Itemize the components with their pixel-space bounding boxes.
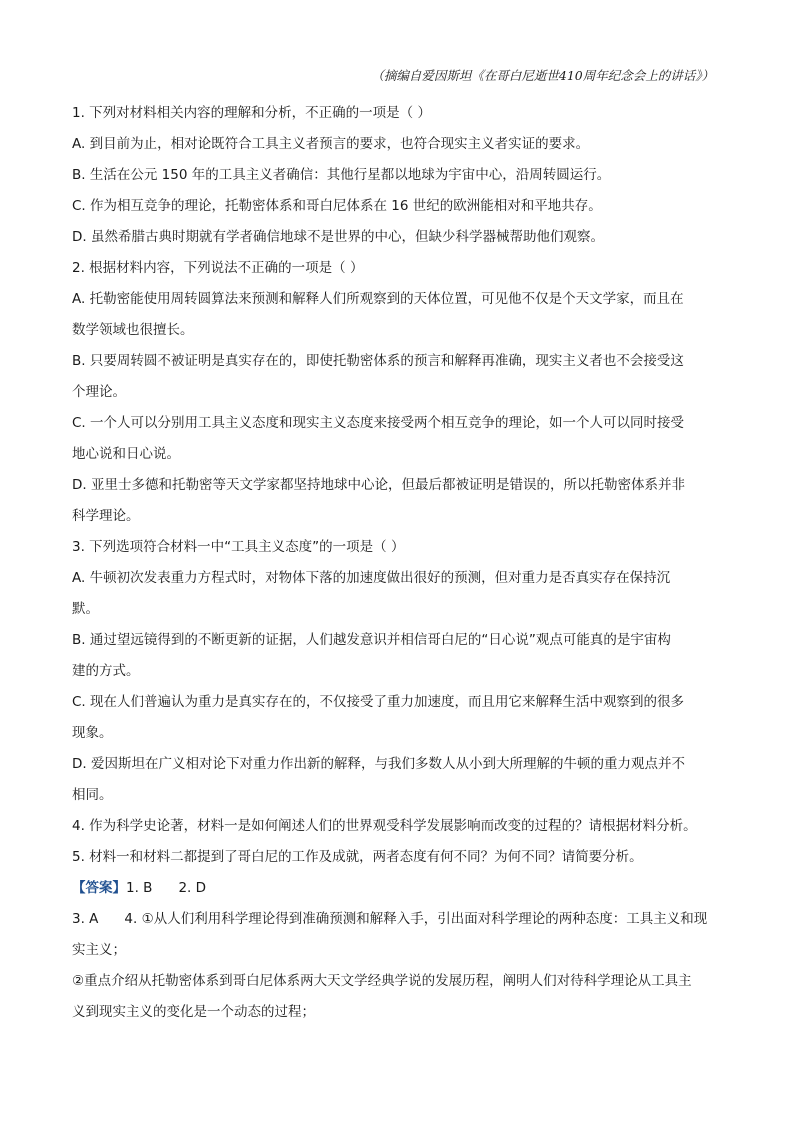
answer-3: 3. A — [72, 911, 99, 927]
question-3-stem: 3. 下列选项符合材料一中“工具主义态度”的一项是（ ） — [72, 539, 405, 555]
question-3-option-d-cont: 相同。 — [72, 787, 113, 803]
answer-4-cont-1: 实主义； — [72, 942, 126, 958]
question-3-option-b-cont: 建的方式。 — [72, 663, 140, 679]
question-3-option-b: B. 通过望远镜得到的不断更新的证据，人们越发意识并相信哥白尼的“日心说”观点可能真的是宇宙构 — [72, 632, 671, 648]
answer-tag: 【答案】 — [72, 880, 126, 896]
answer-line — [72, 873, 722, 904]
question-3-option-a-cont: 默。 — [72, 601, 99, 617]
answer-4-cont-2: ②重点介绍从托勒密体系到哥白尼体系两大天文学经典学说的发展历程，阐明人们对待科学理论从工具主 — [72, 973, 692, 989]
answer-2: 2. D — [178, 880, 207, 896]
question-2-stem: 2. 根据材料内容，下列说法不正确的一项是（ ） — [72, 260, 364, 276]
answer-3-4-line — [72, 904, 722, 935]
question-1-option-b: B. 生活在公元 150 年的工具主义者确信：其他行星都以地球为宇宙中心，沿周转圆运行。 — [72, 167, 611, 183]
question-3-option-a: A. 牛顿初次发表重力方程式时，对物体下落的加速度做出很好的预测，但对重力是否真实存在保持沉 — [72, 570, 671, 586]
question-1-option-c: C. 作为相互竞争的理论，托勒密体系和哥白尼体系在 16 世纪的欧洲能相对和平地共存。 — [72, 198, 602, 214]
question-2-option-c: C. 一个人可以分别用工具主义态度和现实主义态度来接受两个相互竞争的理论，如一个人可以同时接受 — [72, 415, 685, 431]
question-2-option-b: B. 只要周转圆不被证明是真实存在的，即使托勒密体系的预言和解释再准确，现实主义者也不会接受这 — [72, 353, 684, 369]
question-1-option-a: A. 到目前为止，相对论既符合工具主义者预言的要求，也符合现实主义者实证的要求。 — [72, 136, 590, 152]
question-3-option-c: C. 现在人们普遍认为重力是真实存在的，不仅接受了重力加速度，而且用它来解释生活中观察到的很多 — [72, 694, 685, 710]
question-2-option-c-cont: 地心说和日心说。 — [72, 446, 180, 462]
question-2-option-d-cont: 科学理论。 — [72, 508, 140, 524]
question-3-option-d: D. 爱因斯坦在广义相对论下对重力作出新的解释，与我们多数人从小到大所理解的牛顿的重力观点并不 — [72, 756, 685, 772]
question-4-stem: 4. 作为科学史论著，材料一是如何阐述人们的世界观受科学发展影响而改变的过程的？请根据材料分析。 — [72, 818, 697, 834]
source-citation: （摘编自爱因斯坦《在哥白尼逝世410周年纪念会上的讲话》） — [371, 68, 714, 83]
question-3-option-c-cont: 现象。 — [72, 725, 113, 741]
question-2-option-a: A. 托勒密能使用周转圆算法来预测和解释人们所观察到的天体位置，可见他不仅是个天文学家，而且在 — [72, 291, 684, 307]
answer-4-part-1: 4. ①从人们利用科学理论得到准确预测和解释入手，引出面对科学理论的两种态度：工具主义和现 — [124, 911, 708, 927]
question-content — [72, 98, 722, 1028]
answer-4-cont-3: 义到现实主义的变化是一个动态的过程； — [72, 1004, 315, 1020]
question-2-option-a-cont: 数学领域也很擅长。 — [72, 322, 194, 338]
question-2-option-d: D. 亚里士多德和托勒密等天文学家都坚持地球中心论，但最后都被证明是错误的，所以托勒密体系并非 — [72, 477, 685, 493]
question-5-stem: 5. 材料一和材料二都提到了哥白尼的工作及成就，两者态度有何不同？为何不同？请简要分析。 — [72, 849, 643, 865]
question-1-stem: 1. 下列对材料相关内容的理解和分析，不正确的一项是（ ） — [72, 105, 431, 121]
answer-1: 1. B — [126, 880, 153, 896]
question-1-option-d: D. 虽然希腊古典时期就有学者确信地球不是世界的中心，但缺少科学器械帮助他们观察。 — [72, 229, 604, 245]
question-2-option-b-cont: 个理论。 — [72, 384, 126, 400]
